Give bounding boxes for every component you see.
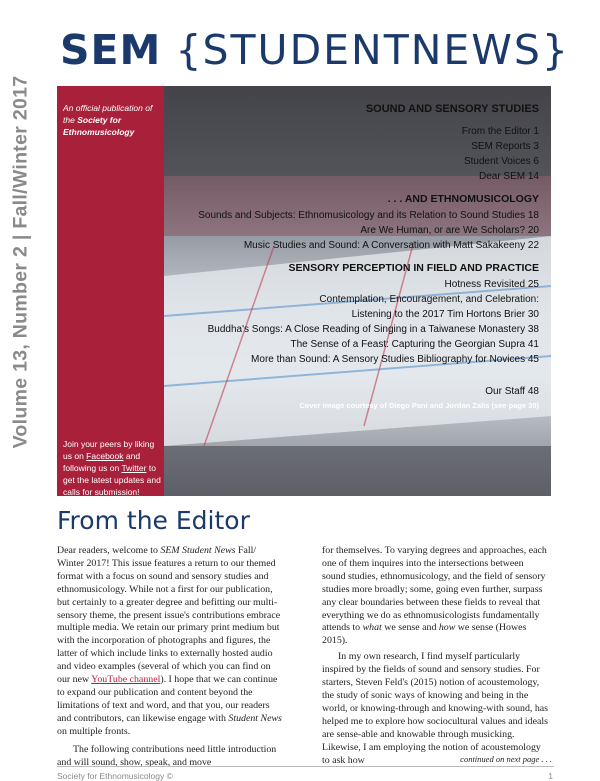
toc-item[interactable]: The Sense of a Feast: Capturing the Georgian Supra 41: [290, 339, 539, 350]
toc-item[interactable]: Dear SEM 14: [478, 171, 539, 182]
sidebar-panel: [57, 86, 164, 496]
toc-section-heading: SENSORY PERCEPTION IN FIELD AND PRACTICE: [288, 262, 539, 274]
masthead-open-brace: {: [175, 26, 203, 74]
toc-item[interactable]: Are We Human, or are We Scholars? 20: [360, 225, 539, 236]
toc-item[interactable]: Buddha's Songs: A Close Reading of Singing in a Taiwanese Monastery 38: [207, 324, 539, 335]
toc-item[interactable]: Hotness Revisited 25: [444, 279, 539, 290]
article-column-right: [322, 545, 549, 767]
vertical-issue-label: Volume 13, Number 2 | Fall/Winter 2017: [9, 75, 32, 449]
toc-section-heading: SOUND AND SENSORY STUDIES: [365, 103, 539, 115]
table-of-contents: [169, 86, 539, 410]
article-heading: From the Editor: [57, 506, 250, 535]
toc-item[interactable]: Sounds and Subjects: Ethnomusicology and its Relation to Sound Studies 18: [198, 210, 539, 221]
toc-item-staff[interactable]: Our Staff 48: [485, 386, 539, 397]
cover-image: [164, 86, 551, 496]
paragraph: for themselves. To varying degrees and approaches, each one of them inquires into the intersections between sound studies, ethnomusicology, and the field of sensory studies more broadly; some, going even further, surpass any clear boundaries between these fields to reveal that everything we do as ethnomusicologists fundamentally attends to what we sense and how we sense (Howes 2015).: [322, 545, 547, 647]
toc-item[interactable]: Music Studies and Sound: A Conversation with Matt Sakakeeny 22: [243, 240, 539, 251]
toc-item[interactable]: Contemplation, Encouragement, and Celebration:: [319, 294, 539, 305]
masthead: [60, 24, 580, 76]
publication-note: An official publication of the Society for Ethnomusicology: [63, 103, 153, 137]
continued-note: continued on next page . . .: [460, 754, 552, 764]
toc-item[interactable]: From the Editor 1: [461, 126, 539, 137]
youtube-channel-link[interactable]: YouTube channel: [91, 674, 161, 686]
page-number: 1: [548, 771, 553, 781]
footer-society: Society for Ethnomusicology ©: [57, 771, 173, 781]
footer-divider: [57, 766, 554, 767]
toc-item[interactable]: Listening to the 2017 Tim Hortons Brier 30: [351, 309, 539, 320]
twitter-link[interactable]: Twitter: [121, 463, 147, 473]
society-name: Society for Ethnomusicology: [63, 115, 135, 137]
masthead-studentnews: STUDENTNEWS: [202, 26, 542, 74]
toc-section-heading: . . . AND ETHNOMUSICOLOGY: [387, 193, 539, 205]
paragraph: In my own research, I find myself particularly inspired by the fields of sound and sensory studies. For starters, Steven Feld's (2015) notion of acoustemology, the study of sonic ways of knowing and being in the world, or knowing-through and knowing-with sound, has helped me to explore how sociocultural values and ideals are sense-able and knowable through musicking. Likewise, I am employing the notion of acoustemology to ask how: [322, 651, 549, 766]
cover-credit: Cover image courtesy of Diego Pani and Jordan Zalis (see page 30): [299, 401, 539, 410]
masthead-close-brace: }: [541, 26, 569, 74]
paragraph: Dear readers, welcome to SEM Student News Fall/ Winter 2017! This issue features a return to our themed format with a focus on sound and sensory studies and ethnomusicology. While not a first for our publication, but certainly to a greater degree and befitting our multi-sensory theme, the present issue's contributions embrace multiple media. We retain our primary print medium but with the incorporation of photographs and figures, the latter of which include links to externally hosted audio and video examples (several of which you can find on our new YouTube channel). I hope that we can continue to expand our publication and content beyond the limitations of text and word, and that you, our readers and contributors, can likewise engage with Student News on multiple fronts.: [57, 545, 282, 737]
masthead-sem: SEM: [60, 26, 162, 74]
article-column-left: [57, 545, 284, 769]
toc-item[interactable]: More than Sound: A Sensory Studies Bibliography for Novices 45: [251, 354, 539, 365]
paragraph: The following contributions need little introduction and will sound, show, speak, and move: [57, 743, 277, 768]
join-note: Join your peers by liking us on Facebook and following us on Twitter to get the latest updates and calls for submission!: [63, 439, 161, 497]
toc-item[interactable]: Student Voices 6: [463, 156, 539, 167]
facebook-link[interactable]: Facebook: [86, 451, 124, 461]
toc-item[interactable]: SEM Reports 3: [471, 141, 539, 152]
